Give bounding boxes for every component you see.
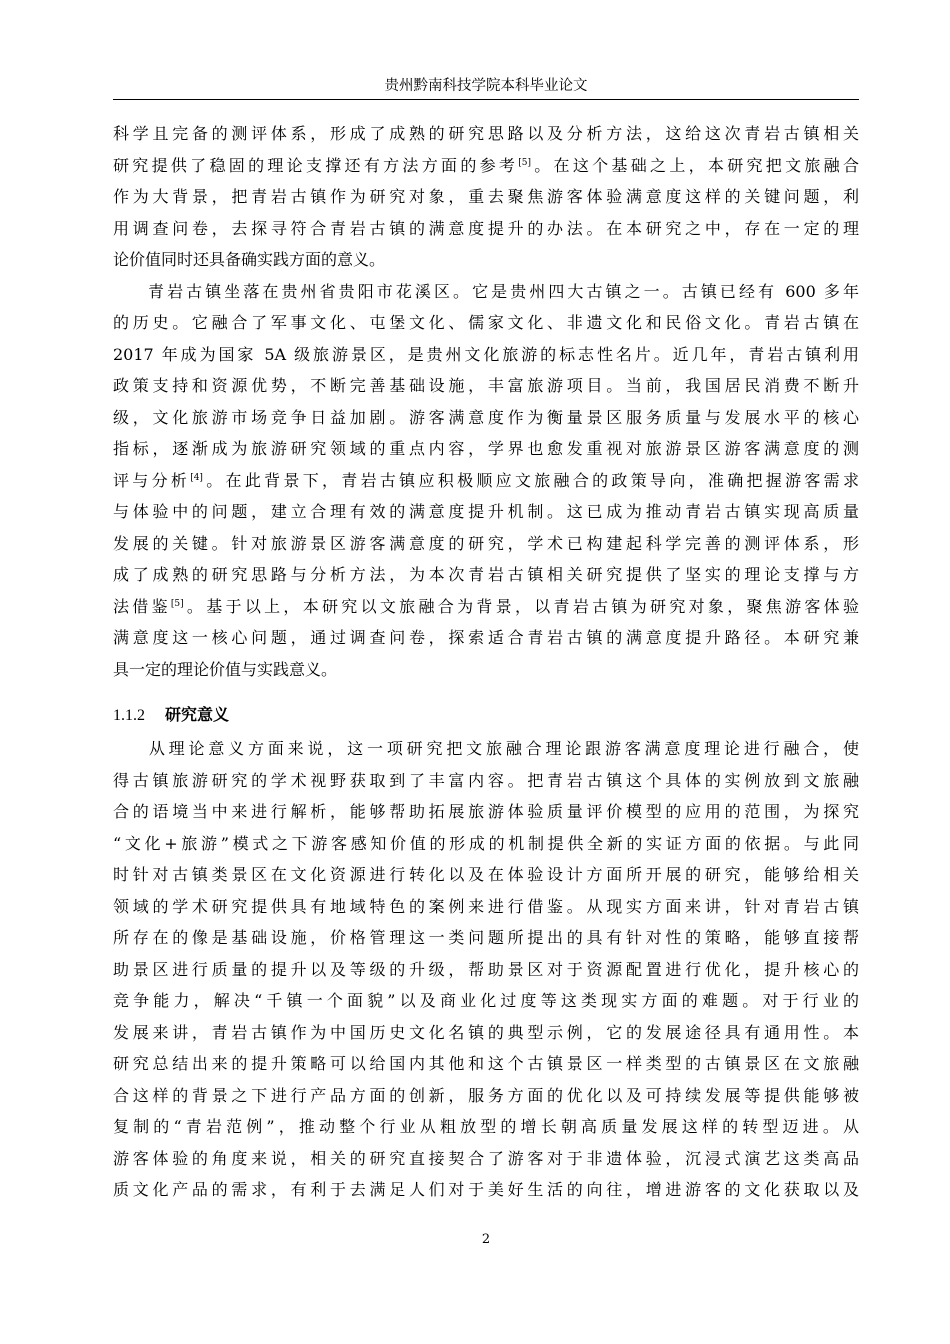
section-title: 研究意义 [165,705,230,724]
text-line: 论价值同时还具备确实践方面的意义。 [113,250,386,269]
text-line: 游客体验的角度来说，相关的研究直接契合了游客对于非遗体验，沉浸式演艺这类高品 [113,1148,859,1168]
text-segment: 评与分析 [113,470,191,490]
citation-ref: [5] [518,157,531,168]
running-header: 贵州黔南科技学院本科毕业论文 [384,78,588,94]
text-line: 所存在的像是基础设施，价格管理这一类问题所提出的具有针对性的策略，能够直接帮 [113,928,859,947]
text-line [113,276,859,308]
text-segment: 从理论意义方面来说，这一项研究把文旅融合理论跟游客满意度理论进行融合，使 [145,739,859,758]
text-line: 竞争能力，解决“千镇一个面貌”以及商业化过度等这类现实方面的难题。对于行业的 [113,991,859,1010]
text-segment: 法借鉴 [113,596,171,616]
section-number: 1.1.2 [113,707,145,724]
text-line: 的历史。它融合了军事文化、屯堡文化、儒家文化、非遗文化和民俗文化。青岩古镇在 [113,313,859,332]
text-line: 合的语境当中来进行解析，能够帮助拓展旅游体验质量评价模型的应用的范围，为探究 [113,802,859,821]
text-line: 满意度这一核心问题，通过调查问卷，探索适合青岩古镇的满意度提升路径。本研究兼 [113,628,859,647]
text-segment: 青岩古镇坐落在贵州省贵阳市花溪区。它是贵州四大古镇之一。古镇已经有 600 多年 [145,281,859,301]
text-line: 指标，逐渐成为旅游研究领域的重点内容，学界也愈发重视对旅游景区游客满意度的测 [113,439,859,458]
text-line: 合这样的背景之下进行产品方面的创新，服务方面的优化以及可持续发展等提供能够被 [113,1085,859,1105]
body-text [113,118,859,1206]
text-line: 2017 年成为国家 5A 级旅游景区，是贵州文化旅游的标志性名片。近几年，青岩古镇利用 [113,344,859,364]
section-heading [113,697,859,733]
spacer [113,685,859,697]
citation-ref: [5] [170,598,184,609]
paragraph-significance [113,733,859,1206]
text-line: 政策支持和资源优势，不断完善基础设施，丰富旅游项目。当前，我国居民消费不断升 [113,376,859,395]
text-line: 研究总结出来的提升策略可以给国内其他和这个古镇景区一样类型的古镇景区在文旅融 [113,1054,859,1073]
text-line: 作为大背景，把青岩古镇作为研究对象，重去聚焦游客体验满意度这样的关键问题，利 [113,187,859,206]
citation-ref: [4] [190,472,203,483]
text-line [113,465,859,497]
paragraph-background [113,276,859,686]
text-segment: 。基于以上，本研究以文旅融合为背景，以青岩古镇为研究对象，聚焦游客体验 [183,596,859,616]
text-line: 级，文化旅游市场竞争日益加剧。游客满意度作为衡量景区服务质量与发展水平的核心 [113,407,859,427]
page-number: 2 [481,1232,491,1247]
text-line: 复制的“青岩范例”，推动整个行业从粗放型的增长朝高质量发展这样的转型迈进。从 [113,1117,859,1136]
text-line [113,591,859,623]
text-segment: 。在这个基础之上，本研究把文旅融合 [530,155,859,175]
paragraph-continued [113,118,859,276]
text-line: 助景区进行质量的提升以及等级的升级，帮助景区对于资源配置进行优化，提升核心的 [113,959,859,979]
text-line [113,733,859,765]
text-line: 科学且完备的测评体系，形成了成熟的研究思路以及分析方法，这给这次青岩古镇相关 [113,124,859,143]
text-line: 发展来讲，青岩古镇作为中国历史文化名镇的典型示例，它的发展途径具有通用性。本 [113,1022,859,1042]
text-segment: 研究提供了稳固的理论支撑还有方法方面的参考 [113,155,519,175]
text-line: 得古镇旅游研究的学术视野获取到了丰富内容。把青岩古镇这个具体的实例放到文旅融 [113,770,859,790]
text-line: 领域的学术研究提供具有地域特色的案例来进行借鉴。从现实方面来讲，针对青岩古镇 [113,896,859,916]
text-line: 与体验中的问题，建立合理有效的满意度提升机制。这已成为推动青岩古镇实现高质量 [113,502,859,521]
text-line: 成了成熟的研究思路与分析方法，为本次青岩古镇相关研究提供了坚实的理论支撑与方 [113,565,859,584]
text-line: 质文化产品的需求，有利于去满足人们对于美好生活的向往，增进游客的文化获取以及 [113,1180,859,1199]
text-line: “文化+旅游”模式之下游客感知价值的形成的机制提供全新的实证方面的依据。与此同 [113,833,859,853]
text-segment: 。在此背景下，青岩古镇应积极顺应文旅融合的政策导向，准确把握游客需求 [202,470,859,490]
text-line [113,150,859,182]
text-line: 发展的关键。针对旅游景区游客满意度的研究，学术已构建起科学完善的测评体系，形 [113,533,859,553]
text-line: 具一定的理论价值与实践意义。 [113,659,338,679]
text-line: 时针对古镇类景区在文化资源进行转化以及在体验设计方面所开展的研究，能够给相关 [113,865,859,884]
header-rule [113,99,859,100]
text-line: 用调查问卷，去探寻符合青岩古镇的满意度提升的办法。在本研究之中，存在一定的理 [113,218,859,238]
